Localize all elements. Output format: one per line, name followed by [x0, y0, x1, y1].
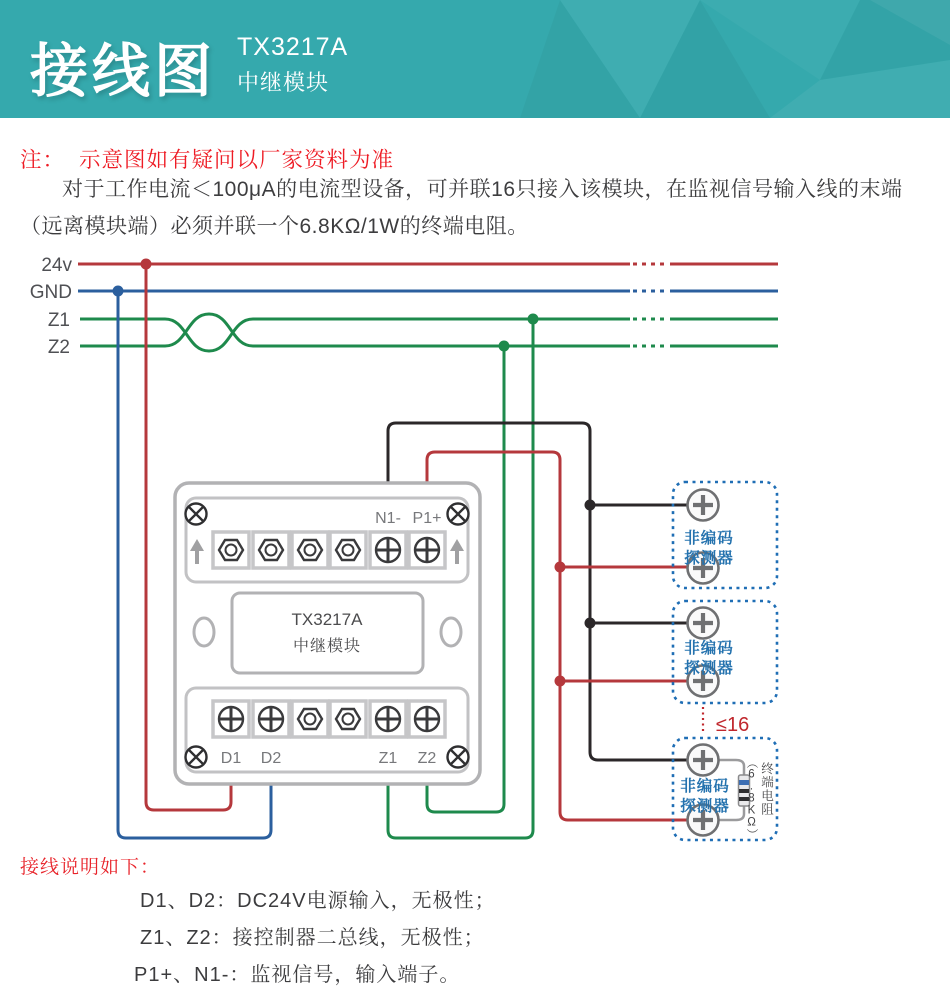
- screw-icon: [186, 504, 207, 525]
- junction-dot: [113, 286, 124, 297]
- terminal-label-z1: Z1: [378, 750, 398, 767]
- model-type: 中继模块: [237, 70, 330, 95]
- page-title: 接线图: [30, 39, 217, 104]
- resistor-value-label: （6.8KΩ）: [745, 757, 758, 840]
- detector-label: [684, 528, 734, 567]
- junction-dot: [585, 618, 596, 629]
- detector-label: [684, 638, 734, 677]
- junction-dot: [499, 341, 510, 352]
- twisted-pair-z1: [165, 319, 253, 351]
- wiring-diagram: [0, 248, 950, 852]
- relay-module: [175, 483, 480, 784]
- detector-terminal-icon: [688, 745, 719, 776]
- detector-2: [673, 601, 777, 703]
- terminal-label-d2: D2: [260, 750, 282, 767]
- hex-terminal-icon: [292, 532, 328, 568]
- detector-1: [673, 482, 777, 588]
- note-text: 示意图如有疑问以厂家资料为准: [79, 148, 395, 172]
- junction-dot: [555, 676, 566, 687]
- resistor-lead: [718, 760, 744, 775]
- note-item-z1-z2: Z1、Z2：接控制器二总线，无极性；: [140, 927, 485, 949]
- detector-label-line1: 非编码: [684, 530, 734, 547]
- screw-icon: [448, 747, 469, 768]
- phillips-terminal-icon: [409, 701, 445, 737]
- junction-dot: [528, 314, 539, 325]
- top-terminal-row: [213, 532, 445, 568]
- mount-hole-right: [441, 618, 461, 646]
- note-item-p1-n1: P1+、N1-：监视信号，输入端子。: [134, 964, 461, 986]
- phillips-terminal-icon: [409, 532, 445, 568]
- bus-label-gnd: GND: [29, 282, 72, 303]
- max-count-label: ≤16: [716, 714, 750, 736]
- hex-terminal-icon: [213, 532, 249, 568]
- bus-label-24v: 24v: [41, 255, 72, 276]
- screw-icon: [448, 504, 469, 525]
- bus-label-z2: Z2: [47, 337, 70, 358]
- phillips-terminal-icon: [213, 701, 249, 737]
- detector-label-line2: 探测器: [684, 550, 734, 567]
- phillips-terminal-icon: [370, 701, 406, 737]
- header-banner: [0, 0, 950, 118]
- detector-label-line1: 非编码: [680, 778, 730, 795]
- mount-hole-left: [194, 618, 214, 646]
- detector-label-line2: 探测器: [684, 660, 734, 677]
- resistor-name-label: 终端电阻: [759, 762, 774, 816]
- hex-terminal-icon: [292, 701, 328, 737]
- screw-icon: [186, 747, 207, 768]
- note-prefix: 注：: [20, 148, 66, 172]
- terminal-label-z2: Z2: [417, 750, 437, 767]
- junction-dot: [555, 562, 566, 573]
- phillips-terminal-icon: [370, 532, 406, 568]
- model-number: TX3217A: [237, 33, 349, 61]
- twisted-pair-z2: [165, 314, 253, 346]
- detector-label-line1: 非编码: [684, 640, 734, 657]
- phillips-terminal-icon: [253, 701, 289, 737]
- notes-title: 接线说明如下：: [20, 857, 161, 878]
- detector-terminal-icon: [688, 608, 719, 639]
- module-name: TX3217A: [291, 610, 363, 629]
- detector-terminal-icon: [688, 490, 719, 521]
- detector-label: [680, 776, 730, 815]
- junction-dot: [585, 500, 596, 511]
- terminal-label-n1: N1-: [375, 510, 401, 527]
- bus-label-z1: Z1: [47, 310, 70, 331]
- terminal-label-p1: P1+: [412, 510, 442, 527]
- bottom-terminal-row: [213, 701, 445, 737]
- note-item-d1-d2: D1、D2：DC24V电源输入，无极性；: [140, 890, 496, 912]
- junction-dot: [141, 259, 152, 270]
- hex-terminal-icon: [330, 532, 366, 568]
- module-type: 中继模块: [292, 638, 362, 655]
- hex-terminal-icon: [330, 701, 366, 737]
- module-label-box: [232, 593, 423, 673]
- hex-terminal-icon: [253, 532, 289, 568]
- description-paragraph: 对于工作电流＜100μA的电流型设备，可并联16只接入该模块，在监视信号输入线的末端（远离模块端）必须并联一个6.8KΩ/1W的终端电阻。: [20, 178, 903, 238]
- note-line: [20, 143, 394, 174]
- terminal-label-d1: D1: [220, 750, 242, 767]
- detector-label-line2: 探测器: [680, 798, 730, 815]
